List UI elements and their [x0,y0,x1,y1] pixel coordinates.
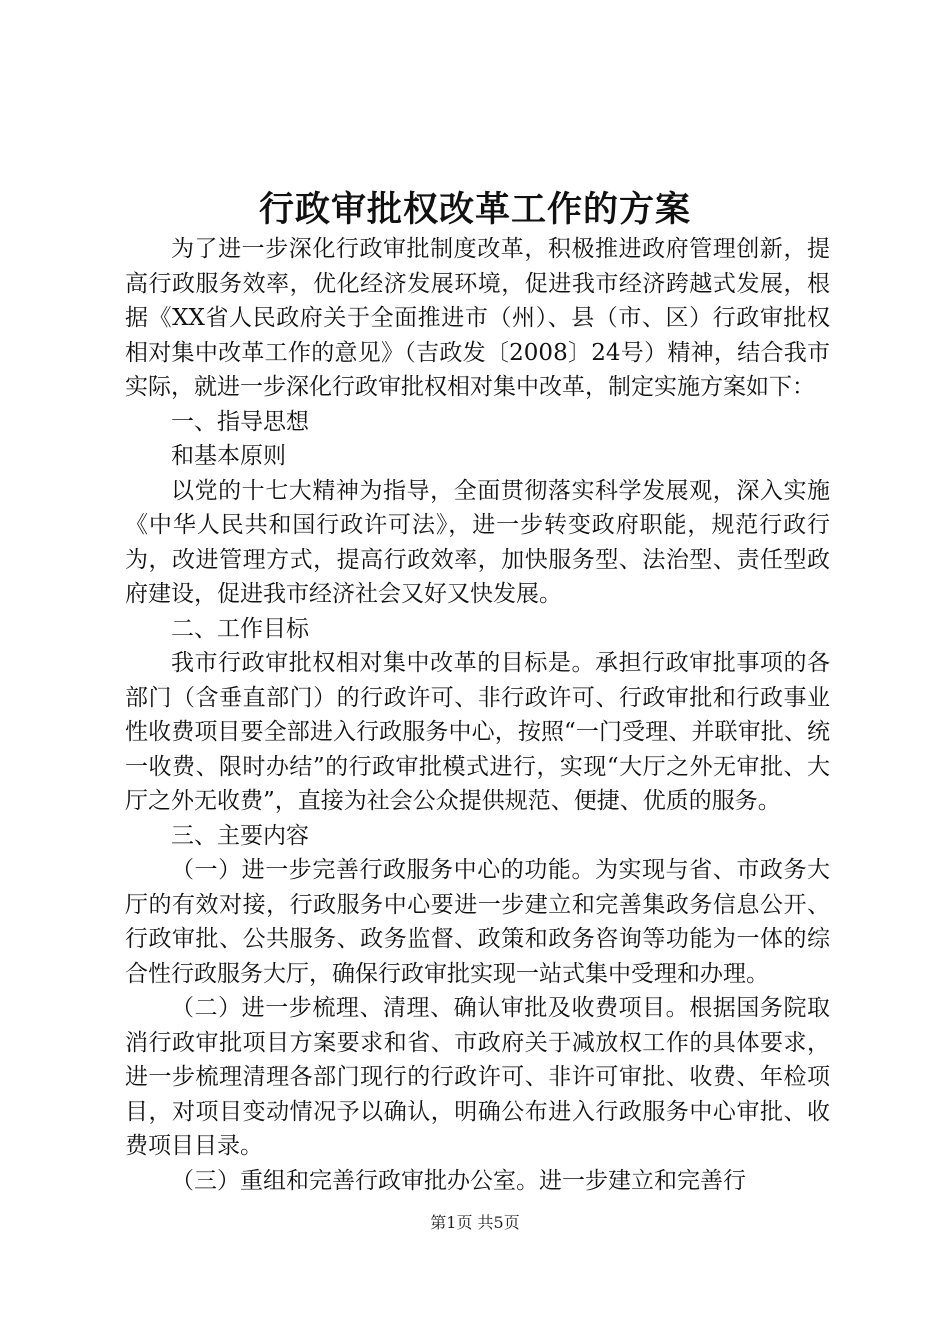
section-heading: 二、工作目标 [171,615,309,642]
section-heading: 一、指导思想 [171,408,309,435]
section-heading: 和基本原则 [171,443,286,469]
body-paragraph: （二）进一步梳理、清理、确认审批及收费项目。根据国务院取消行政审批项目方案要求和省、市政府关于减放权工作的具体要求，进一步梳理清理各部门现行的行政许可、非许可审批、收费、年检项目，对项目变动情况予以确认，明确公布进入行政服务中心审批、收费项目目录。 [125,995,830,1159]
body-paragraph: 为了进一步深化行政审批制度改革，积极推进政府管理创新，提高行政服务效率，优化经济发展环境，促进我市经济跨越式发展，根据《XX省人民政府关于全面推进市（州）、县（市、区）行政审批权相对集中改革工作的意见》（吉政发〔2008〕24号）精神，结合我市实际，就进一步深化行政审批权相对集中改革，制定实施方案如下： [125,236,830,400]
body-paragraph: 我市行政审批权相对集中改革的目标是。承担行政审批事项的各部门（含垂直部门）的行政许可、非行政许可、行政审批和行政事业性收费项目要全部进入行政服务中心，按照“一门受理、并联审批、统一收费、限时办结”的行政审批模式进行，实现“大厅之外无审批、大厅之外无收费”，直接为社会公众提供规范、便捷、优质的服务。 [125,650,830,814]
document-title: 行政审批权改革工作的方案 [258,189,691,230]
section-heading: 三、主要内容 [171,822,309,849]
page-footer: 第1页 共5页 [430,1213,520,1232]
document-body [125,232,830,1198]
body-paragraph: （一）进一步完善行政服务中心的功能。为实现与省、市政务大厅的有效对接，行政服务中心要进一步建立和完善集政务信息公开、行政审批、公共服务、政务监督、政策和政务咨询等功能为一体的综合性行政服务大厅，确保行政审批实现一站式集中受理和办理。 [125,857,830,987]
body-paragraph: 以党的十七大精神为指导，全面贯彻落实科学发展观，深入实施《中华人民共和国行政许可法》，进一步转变政府职能，规范行政行为，改进管理方式，提高行政效率，加快服务型、法治型、责任型政府建设，促进我市经济社会又好又快发展。 [125,477,830,607]
body-paragraph: （三）重组和完善行政审批办公室。进一步建立和完善行 [171,1167,746,1194]
